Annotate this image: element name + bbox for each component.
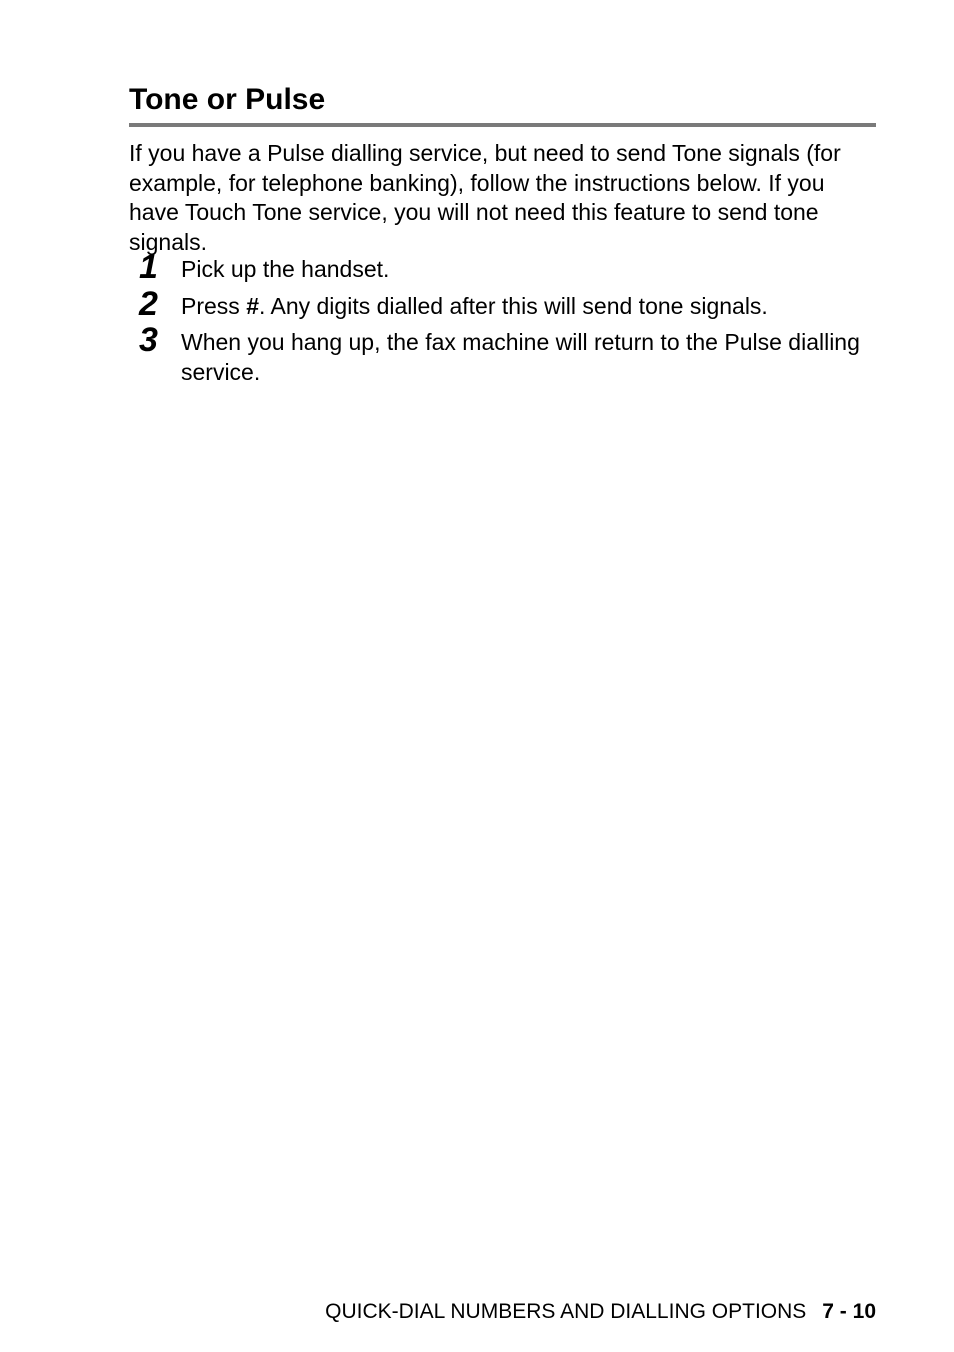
page-number: 7 - 10	[822, 1300, 876, 1323]
step-text: When you hang up, the fax machine will return to the Pulse dialling service.	[181, 329, 860, 385]
heading-rule	[129, 123, 876, 127]
step-list	[129, 248, 879, 394]
step-text-before: Press	[181, 292, 247, 319]
intro-paragraph: If you have a Pulse dialling service, but need to send Tone signals (for example, for telephone banking), follow the instructions below. If you have Touch Tone service, you will not need this feature to send tone signals.	[129, 140, 841, 255]
footer-section-title: QUICK-DIAL NUMBERS AND DIALLING OPTIONS	[325, 1300, 807, 1323]
step-text-after: . Any digits dialled after this will send tone signals.	[258, 292, 768, 319]
page-footer	[325, 1298, 876, 1326]
step-item	[129, 248, 879, 286]
step-number: 2	[139, 284, 158, 323]
step-text	[181, 293, 768, 319]
step-item	[129, 321, 879, 387]
step-number: 3	[139, 321, 158, 360]
step-item	[129, 284, 879, 323]
section-heading: Tone or Pulse	[129, 83, 326, 116]
step-number: 1	[139, 248, 158, 286]
hash-key-label: #	[246, 292, 259, 319]
step-text: Pick up the handset.	[181, 256, 390, 282]
